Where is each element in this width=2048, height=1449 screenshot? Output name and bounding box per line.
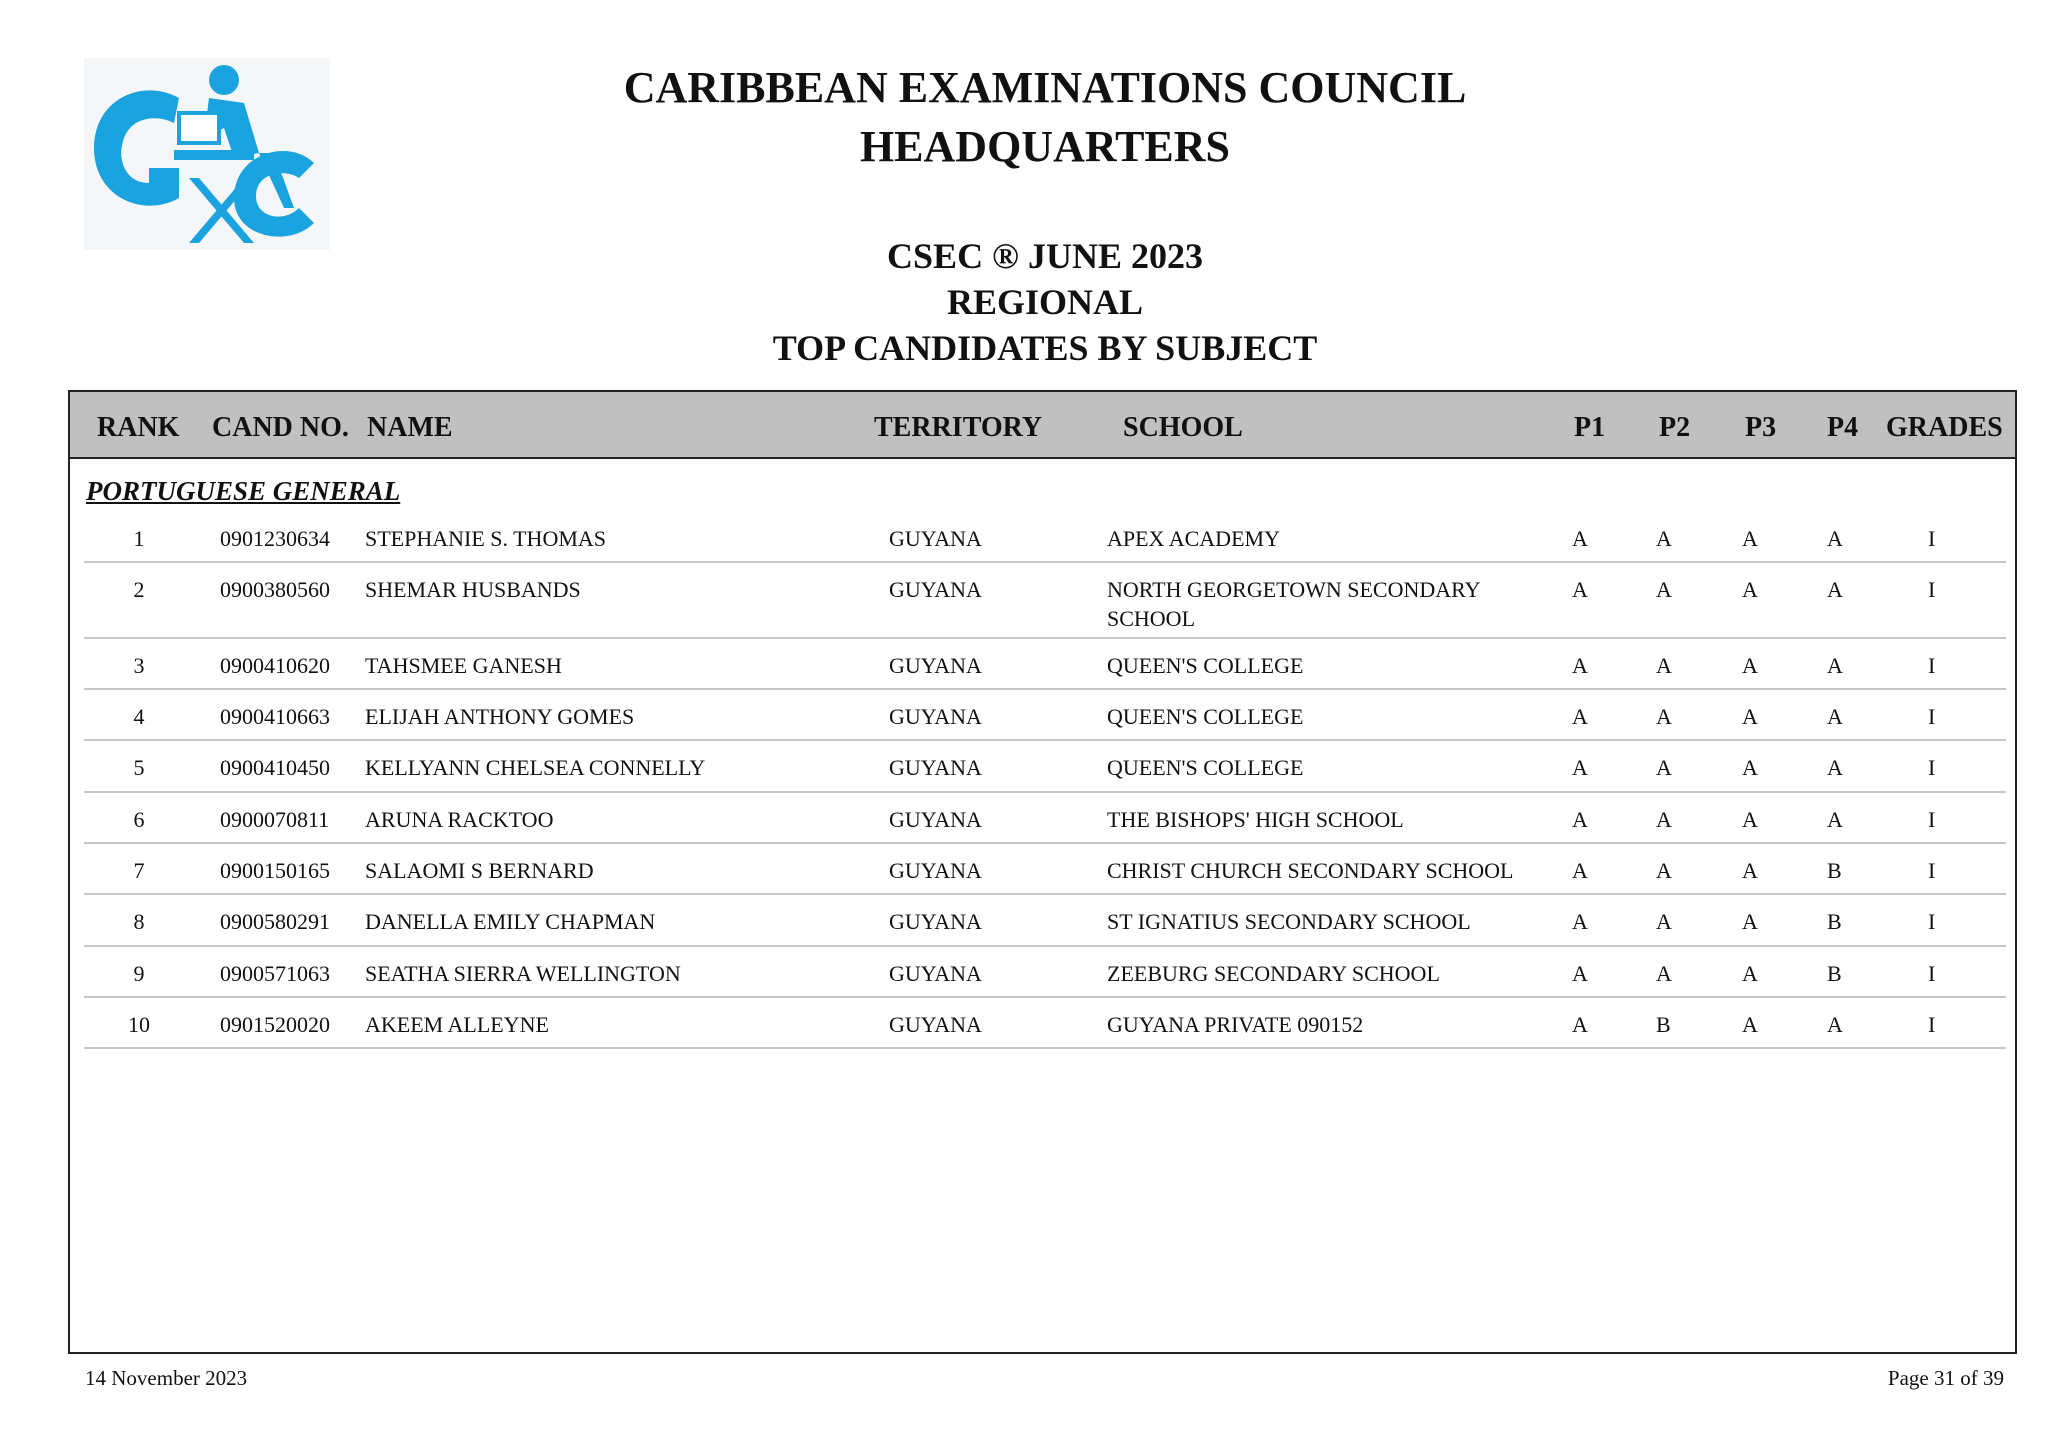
cell-territory: GUYANA (889, 909, 982, 934)
cell-p3: A (1742, 577, 1758, 602)
cell-territory: GUYANA (889, 755, 982, 780)
cell-p4: A (1827, 704, 1843, 729)
cell-name: AKEEM ALLEYNE (365, 1012, 549, 1037)
cell-grade: I (1928, 961, 1936, 986)
page-number: Page 31 of 39 (1887, 1366, 2004, 1390)
cell-p2: A (1656, 909, 1672, 934)
cell-school: CHRIST CHURCH SECONDARY SCHOOL (1107, 858, 1514, 883)
cell-rank: 10 (128, 1012, 150, 1037)
cell-p2: A (1656, 807, 1672, 832)
cell-grade: I (1928, 807, 1936, 832)
cell-rank: 3 (133, 653, 145, 678)
col-cand-no: CAND NO. (212, 412, 349, 443)
table-header (70, 392, 2015, 459)
cell-name: KELLYANN CHELSEA CONNELLY (365, 755, 706, 780)
cell-territory: GUYANA (889, 961, 982, 986)
cell-school: QUEEN'S COLLEGE (1107, 755, 1304, 780)
table-row (84, 741, 2006, 793)
cell-p3: A (1742, 1012, 1758, 1037)
cell-cand-no: 0900571063 (220, 961, 330, 986)
cell-p4: A (1827, 755, 1843, 780)
cell-p1: A (1572, 577, 1588, 602)
cell-p3: A (1742, 653, 1758, 678)
cell-p3: A (1742, 755, 1758, 780)
cell-cand-no: 0900380560 (220, 577, 330, 602)
candidates-table (68, 390, 2017, 1354)
cell-name: TAHSMEE GANESH (365, 653, 562, 678)
cell-p4: A (1827, 653, 1843, 678)
cell-name: DANELLA EMILY CHAPMAN (365, 909, 656, 934)
cell-cand-no: 0901520020 (220, 1012, 330, 1037)
cell-territory: GUYANA (889, 526, 982, 551)
table-row (84, 690, 2006, 741)
cell-cand-no: 0900070811 (220, 807, 330, 832)
cell-p3: A (1742, 909, 1758, 934)
cell-name: ARUNA RACKTOO (365, 807, 554, 832)
cell-p3: A (1742, 526, 1758, 551)
cell-rank: 8 (133, 909, 145, 934)
cell-rank: 7 (133, 858, 145, 883)
cell-territory: GUYANA (889, 1012, 982, 1037)
table-row (84, 844, 2006, 895)
table-row (84, 998, 2006, 1049)
cell-grade: I (1928, 1012, 1936, 1037)
cell-p4: A (1827, 1012, 1843, 1037)
cell-school: GUYANA PRIVATE 090152 (1107, 1012, 1364, 1037)
cell-p2: A (1656, 577, 1672, 602)
cell-p2: A (1656, 755, 1672, 780)
cell-rank: 6 (133, 807, 145, 832)
cell-name: SEATHA SIERRA WELLINGTON (365, 961, 681, 986)
cell-grade: I (1928, 526, 1936, 551)
cell-p1: A (1572, 755, 1588, 780)
cell-name: STEPHANIE S. THOMAS (365, 526, 607, 551)
headquarters-title: HEADQUARTERS (859, 122, 1231, 171)
cell-territory: GUYANA (889, 704, 982, 729)
cell-p1: A (1572, 858, 1588, 883)
cell-territory: GUYANA (889, 807, 982, 832)
table-row (84, 639, 2006, 690)
cell-territory: GUYANA (889, 577, 982, 602)
cell-rank: 1 (133, 526, 145, 551)
cell-name: ELIJAH ANTHONY GOMES (365, 704, 635, 729)
cell-p1: A (1572, 526, 1588, 551)
cell-rank: 2 (133, 577, 145, 602)
table-row (84, 563, 2006, 639)
cell-cand-no: 0900410450 (220, 755, 330, 780)
cell-p2: A (1656, 858, 1672, 883)
col-school: SCHOOL (1123, 412, 1243, 443)
exam-subtitle: CSEC ® JUNE 2023 (887, 236, 1203, 276)
col-territory: TERRITORY (874, 412, 1043, 443)
cell-territory: GUYANA (889, 858, 982, 883)
col-rank: RANK (97, 412, 180, 443)
col-p2: P2 (1659, 412, 1691, 443)
cell-p4: B (1827, 909, 1842, 934)
cell-territory: GUYANA (889, 653, 982, 678)
col-grades: GRADES (1886, 412, 2003, 443)
cell-p4: A (1827, 526, 1843, 551)
subject-section-title: PORTUGUESE GENERAL (86, 476, 401, 506)
col-name: NAME (367, 412, 453, 443)
cell-p1: A (1572, 653, 1588, 678)
cell-p3: A (1742, 858, 1758, 883)
cell-p2: A (1656, 653, 1672, 678)
cell-school: ZEEBURG SECONDARY SCHOOL (1107, 961, 1440, 986)
cell-p4: A (1827, 807, 1843, 832)
cell-p3: A (1742, 807, 1758, 832)
cell-name: SALAOMI S BERNARD (365, 858, 594, 883)
cell-rank: 5 (133, 755, 145, 780)
cell-grade: I (1928, 755, 1936, 780)
cell-p1: A (1572, 909, 1588, 934)
cell-school: NORTH GEORGETOWN SECONDARY SCHOOL (1107, 577, 1480, 631)
cell-p1: A (1572, 807, 1588, 832)
cell-p4: A (1827, 577, 1843, 602)
cell-cand-no: 0900150165 (220, 858, 330, 883)
cell-rank: 9 (133, 961, 145, 986)
cell-cand-no: 0900580291 (220, 909, 330, 934)
table-row (84, 793, 2006, 844)
cell-p1: A (1572, 961, 1588, 986)
cell-p4: B (1827, 858, 1842, 883)
cell-grade: I (1928, 577, 1936, 602)
cell-cand-no: 0900410663 (220, 704, 330, 729)
table-row (84, 895, 2006, 947)
cell-p1: A (1572, 704, 1588, 729)
cell-cand-no: 0900410620 (220, 653, 330, 678)
col-p4: P4 (1827, 412, 1859, 443)
cell-name: SHEMAR HUSBANDS (365, 577, 581, 602)
cell-school: ST IGNATIUS SECONDARY SCHOOL (1107, 909, 1471, 934)
cell-school: APEX ACADEMY (1107, 526, 1280, 551)
cell-school: QUEEN'S COLLEGE (1107, 704, 1304, 729)
cell-grade: I (1928, 704, 1936, 729)
scope-subtitle: REGIONAL (946, 282, 1144, 322)
cell-p2: A (1656, 526, 1672, 551)
cell-grade: I (1928, 858, 1936, 883)
cell-p3: A (1742, 704, 1758, 729)
cell-p2: B (1656, 1012, 1671, 1037)
cell-school: THE BISHOPS' HIGH SCHOOL (1107, 807, 1404, 832)
report-subtitle: TOP CANDIDATES BY SUBJECT (772, 328, 1318, 368)
cell-p1: A (1572, 1012, 1588, 1037)
cell-p2: A (1656, 961, 1672, 986)
cell-grade: I (1928, 653, 1936, 678)
cell-p2: A (1656, 704, 1672, 729)
col-p1: P1 (1574, 412, 1606, 443)
table-row (84, 947, 2006, 998)
council-title: CARIBBEAN EXAMINATIONS COUNCIL (623, 63, 1467, 112)
table-row (84, 512, 2006, 563)
cell-cand-no: 0901230634 (220, 526, 330, 551)
cell-grade: I (1928, 909, 1936, 934)
cell-rank: 4 (133, 704, 145, 729)
col-p3: P3 (1745, 412, 1777, 443)
report-date: 14 November 2023 (85, 1366, 248, 1390)
cell-p3: A (1742, 961, 1758, 986)
cell-school: QUEEN'S COLLEGE (1107, 653, 1304, 678)
cell-p4: B (1827, 961, 1842, 986)
